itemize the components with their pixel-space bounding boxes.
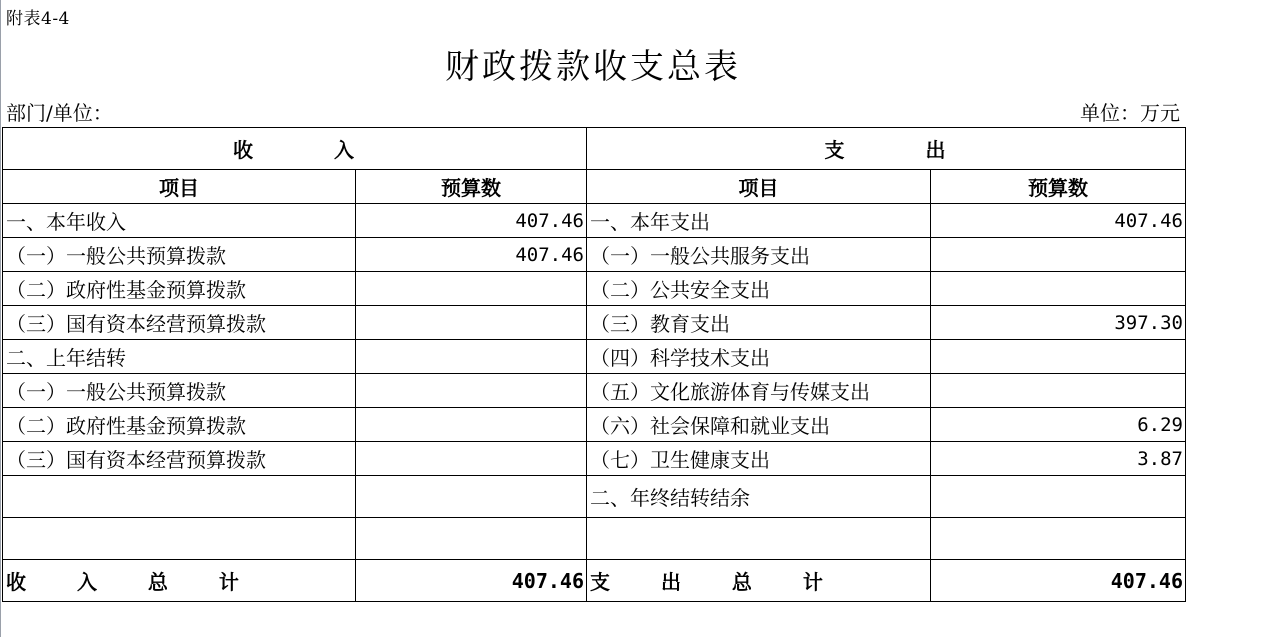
- income-item-cell[interactable]: [3, 518, 356, 560]
- expense-item-header: 项目: [587, 170, 931, 204]
- column-header-row: [3, 170, 1186, 204]
- table-row: [3, 442, 1186, 476]
- expense-section-header: 支 出: [587, 128, 1186, 170]
- expense-value-cell[interactable]: 6.29: [931, 408, 1186, 442]
- department-label: 部门/单位：: [6, 101, 113, 125]
- expense-value-cell[interactable]: 3.87: [931, 442, 1186, 476]
- income-budget-header: 预算数: [356, 170, 587, 204]
- expense-value-cell[interactable]: [931, 518, 1186, 560]
- expense-value-cell[interactable]: [931, 374, 1186, 408]
- income-total-value[interactable]: 407.46: [356, 560, 587, 602]
- expense-value-cell[interactable]: [931, 340, 1186, 374]
- unit-label: 单位：万元: [1080, 101, 1180, 125]
- table-row: [3, 272, 1186, 306]
- income-item-cell[interactable]: （二）政府性基金预算拨款: [3, 408, 356, 442]
- table-row: [3, 408, 1186, 442]
- expense-value-cell[interactable]: [931, 272, 1186, 306]
- expense-item-cell[interactable]: [587, 518, 931, 560]
- table-row: [3, 306, 1186, 340]
- attachment-label: 附表4-4: [6, 9, 70, 29]
- expense-value-cell[interactable]: 397.30: [931, 306, 1186, 340]
- expense-item-cell[interactable]: （二）公共安全支出: [587, 272, 931, 306]
- table-row: [3, 204, 1186, 238]
- income-value-cell[interactable]: [356, 272, 587, 306]
- income-value-cell[interactable]: [356, 442, 587, 476]
- income-item-header: 项目: [3, 170, 356, 204]
- sheet-left-border: [0, 0, 1, 637]
- income-value-cell[interactable]: 407.46: [356, 204, 587, 238]
- income-value-cell[interactable]: [356, 340, 587, 374]
- expense-item-cell[interactable]: （五）文化旅游体育与传媒支出: [587, 374, 931, 408]
- section-header-row: [3, 128, 1186, 170]
- expense-value-cell[interactable]: [931, 476, 1186, 518]
- expense-item-cell[interactable]: （三）教育支出: [587, 306, 931, 340]
- expense-total-label[interactable]: 支 出 总 计: [587, 560, 931, 602]
- expense-item-cell[interactable]: 二、年终结转结余: [587, 476, 931, 518]
- expense-value-cell[interactable]: [931, 238, 1186, 272]
- income-value-cell[interactable]: [356, 518, 587, 560]
- page-title: 财政拨款收支总表: [445, 47, 741, 87]
- income-item-cell[interactable]: （一）一般公共预算拨款: [3, 238, 356, 272]
- income-item-cell[interactable]: 一、本年收入: [3, 204, 356, 238]
- expense-item-cell[interactable]: （四）科学技术支出: [587, 340, 931, 374]
- income-section-header: 收 入: [3, 128, 587, 170]
- expense-total-value[interactable]: 407.46: [931, 560, 1186, 602]
- income-item-cell[interactable]: （三）国有资本经营预算拨款: [3, 306, 356, 340]
- expense-item-cell[interactable]: （七）卫生健康支出: [587, 442, 931, 476]
- income-value-cell[interactable]: [356, 408, 587, 442]
- income-value-cell[interactable]: [356, 476, 587, 518]
- expense-item-cell[interactable]: （六）社会保障和就业支出: [587, 408, 931, 442]
- income-item-cell[interactable]: 二、上年结转: [3, 340, 356, 374]
- income-item-cell[interactable]: （二）政府性基金预算拨款: [3, 272, 356, 306]
- income-total-label[interactable]: 收 入 总 计: [3, 560, 356, 602]
- budget-summary-table: [2, 127, 1186, 602]
- expense-value-cell[interactable]: 407.46: [931, 204, 1186, 238]
- table-row: [3, 238, 1186, 272]
- total-row: [3, 560, 1186, 602]
- table-row: [3, 518, 1186, 560]
- income-item-cell[interactable]: （三）国有资本经营预算拨款: [3, 442, 356, 476]
- expense-item-cell[interactable]: 一、本年支出: [587, 204, 931, 238]
- income-item-cell[interactable]: [3, 476, 356, 518]
- income-value-cell[interactable]: [356, 306, 587, 340]
- income-value-cell[interactable]: 407.46: [356, 238, 587, 272]
- income-value-cell[interactable]: [356, 374, 587, 408]
- table-row: [3, 374, 1186, 408]
- income-item-cell[interactable]: （一）一般公共预算拨款: [3, 374, 356, 408]
- table-row: [3, 340, 1186, 374]
- expense-item-cell[interactable]: （一）一般公共服务支出: [587, 238, 931, 272]
- table-row: [3, 476, 1186, 518]
- expense-budget-header: 预算数: [931, 170, 1186, 204]
